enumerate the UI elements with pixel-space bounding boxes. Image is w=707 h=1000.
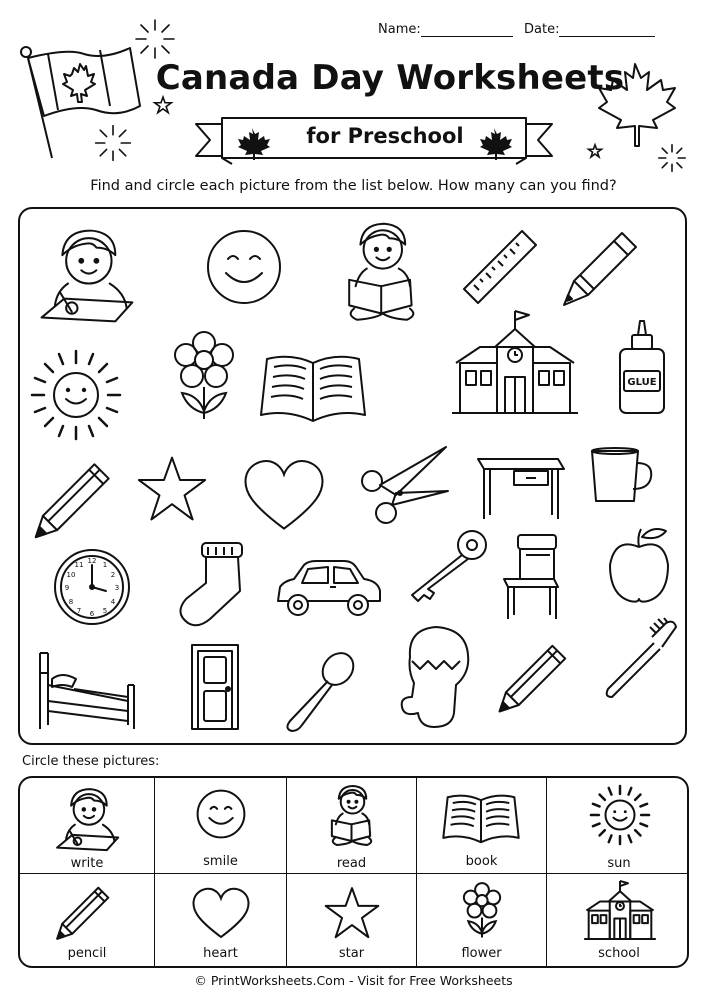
glue-icon[interactable] [614, 317, 670, 417]
pencil-icon[interactable] [498, 641, 570, 713]
heart-icon [191, 886, 251, 940]
list-item[interactable] [287, 874, 417, 968]
instructions: Find and circle each picture from the list below. How many can you find? [90, 178, 617, 194]
svg-text:3: 3 [114, 584, 120, 592]
chair-icon[interactable] [498, 531, 562, 623]
svg-text:5: 5 [102, 607, 108, 615]
page-title: Canada Day Worksheets [155, 58, 625, 98]
list-item-label: heart [203, 946, 238, 961]
list-item[interactable] [155, 778, 287, 874]
list-item-label: pencil [67, 946, 107, 961]
book-icon[interactable] [258, 349, 368, 429]
footer: © PrintWorksheets.Com - Visit for Free Worksheets [194, 973, 513, 988]
apple-icon[interactable] [606, 525, 672, 605]
firework-icon [92, 122, 134, 164]
list-item-label: book [465, 854, 498, 869]
smile-icon[interactable] [204, 227, 284, 307]
list-item-label: write [70, 856, 104, 871]
firework-icon [132, 16, 178, 62]
list-item[interactable] [547, 874, 689, 968]
school-icon [583, 878, 657, 942]
svg-text:9: 9 [64, 584, 70, 592]
list-item-label: smile [203, 854, 238, 869]
list-item[interactable] [155, 874, 287, 968]
list-item-label: sun [607, 856, 631, 871]
flower-icon [457, 878, 507, 942]
firework-icon [656, 142, 688, 174]
name-field[interactable] [378, 22, 513, 37]
school-icon[interactable] [450, 307, 580, 417]
svg-text:10: 10 [66, 571, 76, 579]
star-icon [323, 886, 381, 940]
svg-text:11: 11 [74, 561, 84, 569]
star-icon[interactable] [136, 455, 208, 523]
list-item-label: read [336, 856, 367, 871]
crayon-icon[interactable] [560, 229, 640, 309]
list-item-label: school [598, 946, 640, 961]
bed-icon[interactable] [34, 649, 142, 733]
ruler-icon[interactable] [460, 227, 540, 307]
read-icon[interactable] [338, 219, 426, 323]
pencil-icon [56, 884, 112, 940]
list-item[interactable] [20, 778, 155, 874]
scissors-icon[interactable] [356, 441, 452, 531]
svg-text:4: 4 [110, 598, 116, 606]
svg-text:8: 8 [68, 598, 74, 606]
small-star-icon [588, 144, 602, 158]
key-icon[interactable] [406, 527, 492, 603]
sun-icon [587, 782, 653, 848]
list-item[interactable] [417, 778, 547, 874]
date-line[interactable] [559, 24, 655, 37]
name-line[interactable] [421, 24, 513, 37]
date-label: Date: [524, 22, 560, 37]
sock-icon[interactable] [176, 539, 246, 629]
small-star-icon [154, 96, 172, 114]
svg-text:1: 1 [102, 561, 108, 569]
svg-text:12: 12 [87, 557, 97, 565]
clock-icon[interactable] [52, 547, 132, 627]
picture-search-area [18, 207, 687, 745]
list-item[interactable] [287, 778, 417, 874]
circle-list-label: Circle these pictures: [22, 754, 160, 769]
book-icon [441, 790, 521, 848]
list-item-label: star [338, 946, 365, 961]
list-item[interactable] [417, 874, 547, 968]
mitten-icon[interactable] [400, 623, 476, 733]
list-item[interactable] [20, 874, 155, 968]
svg-text:GLUE: GLUE [627, 377, 657, 388]
pencil-icon[interactable] [34, 459, 114, 539]
flower-icon[interactable] [164, 325, 244, 425]
svg-text:2: 2 [110, 571, 116, 579]
date-field[interactable] [524, 22, 655, 37]
svg-text:7: 7 [76, 607, 82, 615]
write-icon[interactable] [34, 223, 138, 327]
cup-icon[interactable] [588, 445, 658, 507]
read-icon [325, 782, 379, 848]
sun-icon[interactable] [26, 345, 126, 445]
desk-icon[interactable] [474, 449, 566, 523]
page-subtitle: for Preschool [306, 124, 464, 148]
door-icon[interactable] [188, 641, 242, 731]
spoon-icon[interactable] [282, 649, 360, 733]
heart-icon[interactable] [242, 457, 326, 533]
list-item-label: flower [461, 946, 502, 961]
name-label: Name: [378, 22, 421, 37]
smile-icon [195, 788, 247, 840]
car-icon[interactable] [274, 557, 382, 623]
svg-text:6: 6 [89, 610, 95, 618]
circle-list [18, 776, 689, 968]
write-icon [52, 784, 122, 854]
toothbrush-icon[interactable] [600, 617, 680, 701]
list-item[interactable] [547, 778, 689, 874]
